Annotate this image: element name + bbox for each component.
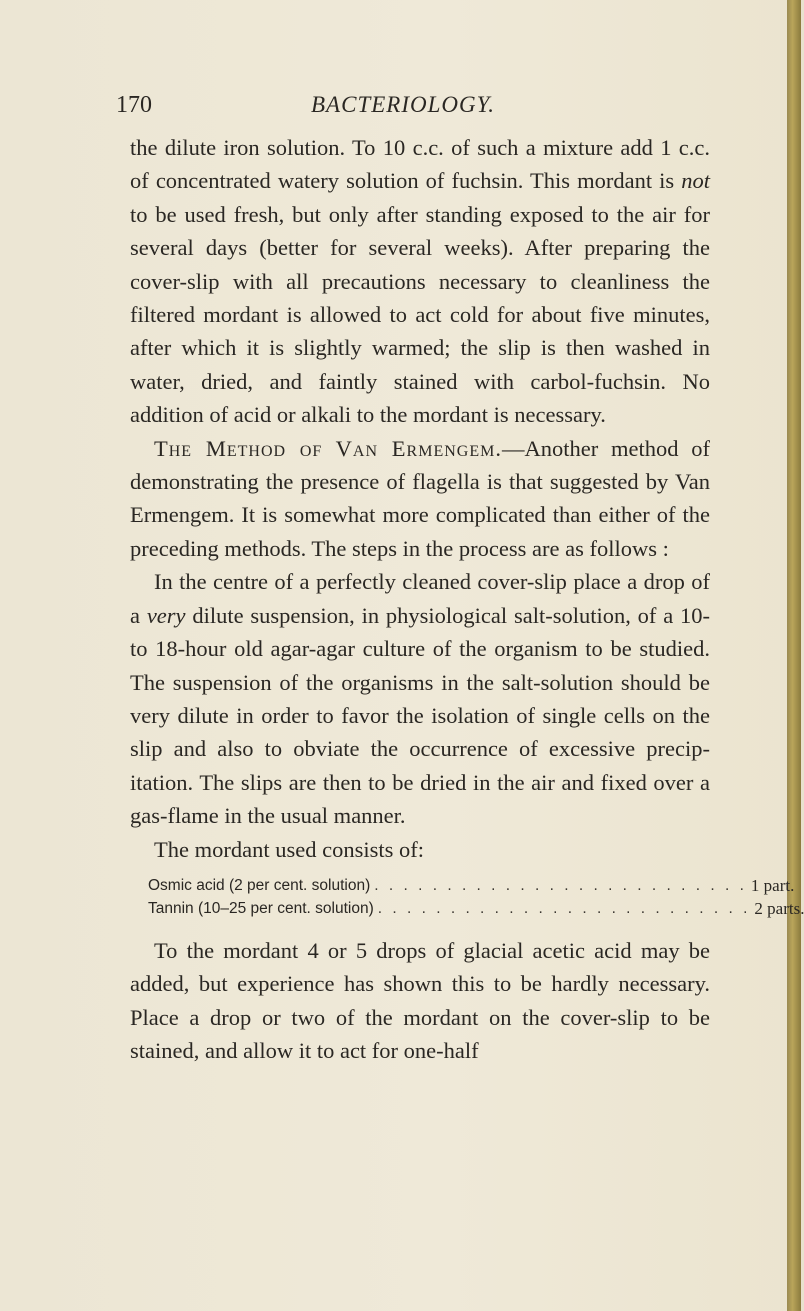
paragraph-3-text-a: In the centre of a perfectly cleaned cover-slip place a drop of a: [130, 569, 710, 628]
paragraph-2: [130, 432, 710, 566]
leader-dots: . . . . . . . . . . . . . . . . . . . . . . . . . .: [374, 876, 747, 894]
page-header: [116, 92, 716, 122]
paragraph-1-text-a: the dilute iron solution. To 10 c.c. of such a mixture add 1 c.c. of concentrated watery solution of fuchsin. This mordant is: [130, 135, 710, 194]
page-number: 170: [116, 92, 152, 118]
paragraph-3-text-b: dilute suspension, in physiological salt-solution, of a 10- to 18-hour old agar-agar culture of the organism to be studied. The suspension of the organisms in the salt-solution should be very dilute in order to favor the isolation of single cells on the slip and also to obviate the occurrence of excessive precipitation. The slips are then to be dried in the air and fixed over a gas-flame in the usual manner.: [130, 602, 710, 829]
mordant-recipe: [130, 874, 804, 920]
running-title: BACTERIOLOGY.: [311, 92, 496, 117]
body-text: [130, 131, 804, 1068]
leader-dots: . . . . . . . . . . . . . . . . . . . . . . . . . .: [377, 899, 751, 917]
paragraph-1: [130, 131, 710, 432]
recipe-row: [130, 897, 804, 920]
paragraph-3-emphasis: very: [146, 602, 186, 628]
paragraph-2-text: —Another method of demonstrating the presence of flagella is that suggested by Van Ermengem. It is somewhat more complicated than either of the preceding methods. The steps in the process are as follows :: [130, 435, 710, 561]
paragraph-5: To the mordant 4 or 5 drops of glacial acetic acid may be added, but experience has shown this to be hardly necessary. Place a drop or two of the mordant on the cover-slip to be stained, and allow it to act for one-half: [130, 937, 710, 1064]
section-heading: The Method of Van Ermengem.: [154, 435, 502, 461]
paragraph-4: The mordant used consists of:: [154, 836, 424, 862]
recipe-ingredient: Tannin (10–25 per cent. solution): [148, 899, 374, 917]
page-edge: [787, 0, 801, 1311]
paragraph-1-emphasis: not: [681, 168, 710, 194]
recipe-quantity: 2 parts.: [754, 898, 804, 918]
recipe-quantity: 1 part.: [750, 875, 795, 895]
paragraph-1-text-b: to be used fresh, but only after standing exposed to the air for several days (better for several weeks). After preparing the cover-slip with all precautions necessary to cleanliness the filtered mordant is allowed to act cold for about five minutes, after which it is slightly warmed; the slip is then washed in water, dried, and faintly stained with carbol-fuchsin. No addition of acid or alkali to the mordant is necessary.: [130, 201, 710, 428]
recipe-row: [130, 874, 795, 897]
recipe-ingredient: Osmic acid (2 per cent. solution): [148, 876, 371, 894]
paragraph-3: [130, 565, 710, 832]
